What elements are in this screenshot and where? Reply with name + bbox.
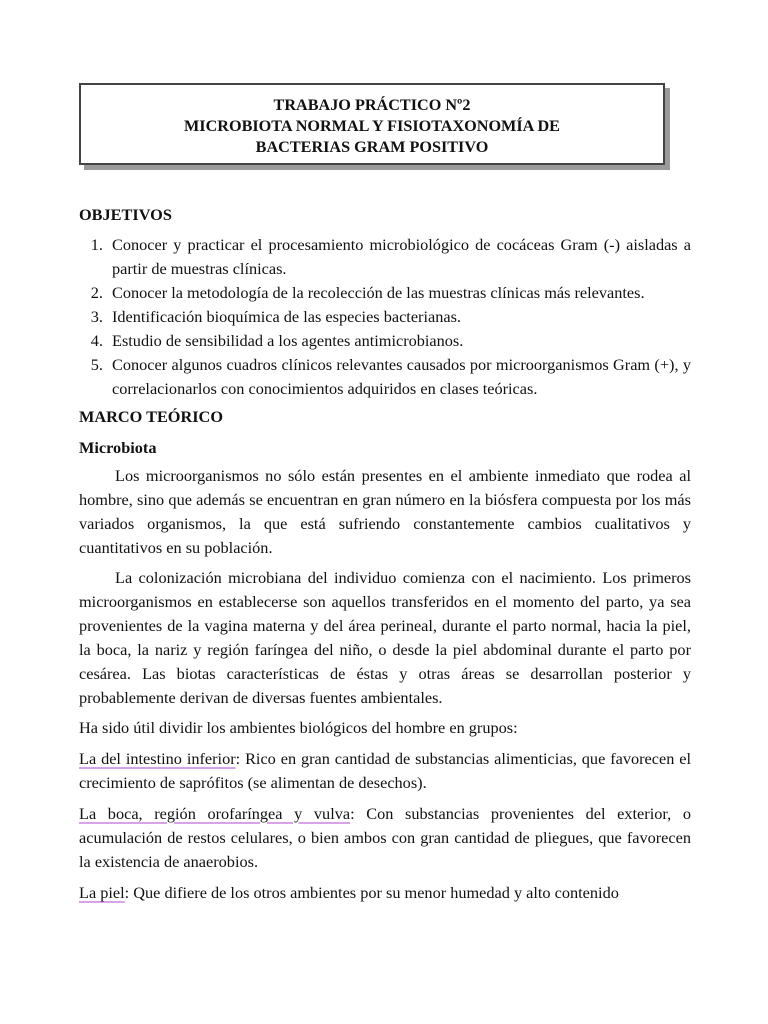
paragraph: Los microorganismos no sólo están presentes en el ambiente inmediato que rodea al hombre, sino que además se encuentran en gran número en la biósfera compuesta por los más variados organismos, la que está sufriendo constantemente cambios cualitativos y cuantitativos en su población. [79, 466, 691, 557]
list-item-text: Conocer la metodología de la recolección de las muestras clínicas más relevantes. [112, 283, 645, 302]
group-label-highlight: La boca, región orofaríngea y vulva [79, 804, 351, 823]
group-text: : Que difiere de los otros ambientes por su menor humedad y alto contenido [124, 883, 619, 902]
list-item-text: Conocer y practicar el procesamiento microbiológico de cocáceas Gram (-) aisladas a partir de muestras clínicas. [112, 235, 691, 278]
group-text: : Rico en gran cantidad de substancias alimenticias, que favorecen el crecimiento de saprófitos (se alimentan de desechos). [79, 749, 692, 792]
list-item-text: Conocer algunos cuadros clínicos relevantes causados por microorganismos Gram (+), y correlacionarlos con conocimientos adquiridos en clases teóricas. [112, 355, 691, 398]
list-item-number: 2. [90, 283, 103, 302]
paragraph: Ha sido útil dividir los ambientes biológicos del hombre en grupos: [79, 718, 518, 737]
group-paragraph [79, 881, 691, 905]
title-line-1: TRABAJO PRÁCTICO Nº2 [273, 96, 471, 114]
marco-teorico-heading: MARCO TEÓRICO [79, 407, 223, 426]
group-paragraph [79, 747, 691, 795]
group-label-highlight: La piel [79, 883, 125, 902]
list-item-number: 5. [90, 355, 103, 374]
document-body [79, 203, 691, 905]
group-label-highlight: La del intestino inferior [79, 749, 236, 768]
list-item-text: Estudio de sensibilidad a los agentes antimicrobianos. [112, 331, 464, 350]
list-item-number: 1. [90, 235, 103, 254]
objetivos-list [79, 233, 691, 401]
list-item [79, 305, 691, 329]
title-box [79, 83, 665, 165]
list-item-number: 3. [90, 307, 103, 326]
objetivos-heading: OBJETIVOS [79, 205, 172, 224]
paragraph: La colonización microbiana del individuo comienza con el nacimiento. Los primeros microorganismos en establecerse son aquellos transferidos en el momento del parto, ya sea provenientes de la vagina materna y del área perineal, durante el parto normal, hacia la piel, la boca, la nariz y región faríngea del niño, o desde la piel abdominal durante el parto por cesárea. Las biotas características de éstas y otras áreas se desarrollan posterior y probablemente derivan de diversas fuentes ambientales. [79, 568, 691, 707]
microbiota-subheading: Microbiota [79, 438, 157, 457]
title-line-3: BACTERIAS GRAM POSITIVO [255, 138, 489, 156]
list-item [79, 353, 691, 401]
list-item [79, 233, 691, 281]
list-item [79, 281, 691, 305]
title-line-2: MICROBIOTA NORMAL Y FISIOTAXONOMÍA DE [184, 117, 560, 135]
group-text: : Con substancias provenientes del exterior, o acumulación de restos celulares, o bien ambos con gran cantidad de pliegues, que favorecen la existencia de anaerobios. [79, 804, 691, 871]
list-item-number: 4. [90, 331, 103, 350]
list-item [79, 329, 691, 353]
group-paragraph [79, 802, 691, 874]
list-item-text: Identificación bioquímica de las especies bacterianas. [112, 307, 461, 326]
